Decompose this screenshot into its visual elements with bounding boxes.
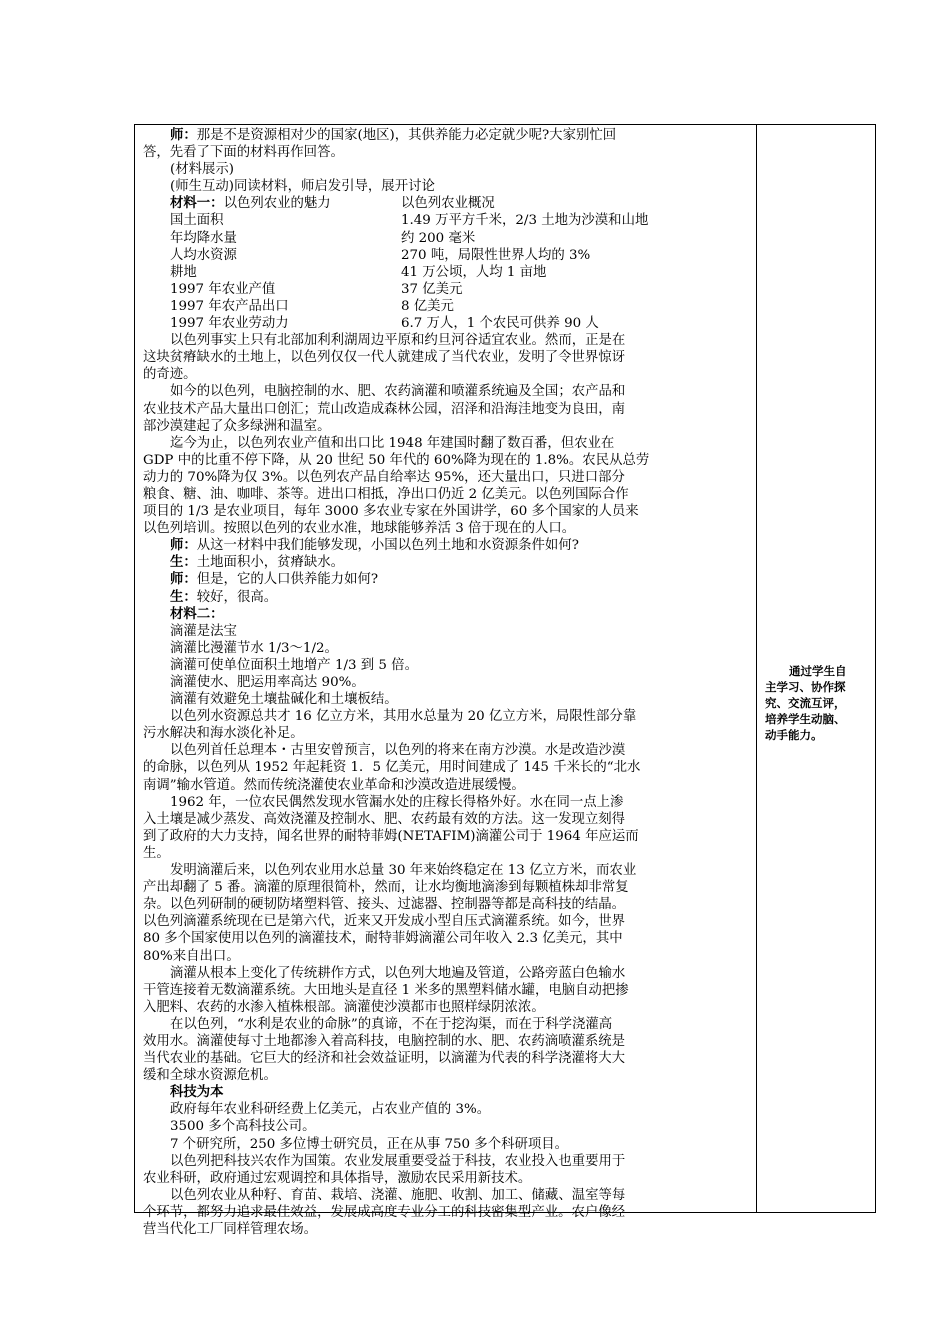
speaker-label: 生： xyxy=(170,588,197,605)
intent-line: 培养学生动脑、 xyxy=(765,712,846,726)
text-line: 以色列培训。按照以色列的农业水准，地球能够养活 3 倍于现在的人口。 xyxy=(143,521,576,537)
text-line: 以色列滴灌系统现在已是第六代，近来又开发成小型自压式滴灌系统。如今，世界 xyxy=(143,914,626,930)
text-line: 农业科研，政府通过宏观调控和具体指导，激励农民采用新技术。 xyxy=(143,1170,532,1186)
stat-row xyxy=(143,315,749,332)
stat-label: 人均水资源 xyxy=(170,247,237,263)
text-line: 以色列农业从种籽、育苗、栽培、浇灌、施肥、收割、加工、储藏、温室等每 xyxy=(170,1187,626,1203)
stat-label: 国土面积 xyxy=(170,213,224,229)
text-line: 的命脉，以色列从 1952 年起耗资 1．5 亿美元，用时间建成了 145 千米长的“北水 xyxy=(143,760,641,776)
dialog-text: 较好，很高。 xyxy=(196,589,278,605)
text-line: 农业技术产品大量出口创汇；荒山改造成森林公园，沼泽和沿海洼地变为良田，南 xyxy=(143,401,626,417)
text-line: 发明滴灌后来，以色列农业用水总量 30 年来始终稳定在 13 亿立方米，而农业 xyxy=(170,863,637,879)
text-line: 80 多个国家使用以色列的滴灌技术，耐特菲姆滴灌公司年收入 2.3 亿美元，其中 xyxy=(143,931,623,947)
text-line: 迄今为止，以色列农业产值和出口比 1948 年建国时翻了数百番，但农业在 xyxy=(170,435,615,451)
text-line: 滴灌从根本上变化了传统耕作方式，以色列大地遍及管道，公路旁蓝白色输水 xyxy=(170,965,626,981)
stat-value: 6.7 万人，1 个农民可供养 90 人 xyxy=(401,316,599,332)
text-line: 干管连接着无数滴灌系统。大田地头是直径 1 米多的黑塑料储水罐，电脑自动把掺 xyxy=(143,982,629,998)
text-line: 生。 xyxy=(143,845,170,861)
text-line: 入肥料、农药的水渗入植株根部。滴灌使沙漠都市也照样绿阴浓浓。 xyxy=(143,999,545,1015)
tech-point: 政府每年农业科研经费上亿美元，占农业产值的 3%。 xyxy=(170,1102,491,1118)
speaker-label: 师： xyxy=(170,537,197,554)
text-line: 南调”输水管道。然而传统浇灌使农业革命和沙漠改造进展缓慢。 xyxy=(143,777,525,793)
lesson-table xyxy=(134,124,876,1237)
stat-row xyxy=(143,230,749,247)
stat-row xyxy=(143,264,749,281)
intent-line: 动手能力。 xyxy=(765,728,823,742)
stat-value: 37 亿美元 xyxy=(401,281,463,297)
drip-point: 滴灌有效避免土壤盐碱化和土壤板结。 xyxy=(170,692,398,708)
drip-point: 滴灌是法宝 xyxy=(170,623,237,639)
stat-value: 270 吨，局限性世界人均的 3% xyxy=(401,247,591,263)
text-line: 以色列把科技兴农作为国策。农业发展重要受益于科技，农业投入也重要用于 xyxy=(170,1153,626,1169)
drip-point: 滴灌比漫灌节水 1/3～1/2。 xyxy=(170,640,338,656)
stat-label: 耕地 xyxy=(170,264,197,280)
text-line: 这块贫瘠缺水的土地上，以色列仅仅一代人就建成了当代农业，发明了令世界惊讶 xyxy=(143,350,626,366)
dialog-text: 但是，它的人口供养能力如何? xyxy=(196,572,379,588)
stat-row xyxy=(143,281,749,298)
teacher-label: 师： xyxy=(170,127,197,143)
stat-row xyxy=(143,298,749,315)
stat-row xyxy=(143,247,749,264)
text-line: (师生互动)同读材料，师启发引导，展开讨论 xyxy=(170,179,435,195)
intent-line: 通过学生自 xyxy=(789,664,847,678)
text-line: 部沙漠建起了众多绿洲和温室。 xyxy=(143,418,331,434)
stat-value: 41 万公顷，人均 1 亩地 xyxy=(401,264,547,280)
text-line: 1962 年，一位农民偶然发现水管漏水处的庄稼长得格外好。水在同一点上渗 xyxy=(170,794,624,810)
stat-label: 1997 年农产品出口 xyxy=(170,298,289,314)
stat-value: 约 200 毫米 xyxy=(401,230,476,246)
text-line: GDP 中的比重不停下降，从 20 世纪 50 年代的 60%降为现在的 1.8%。农民从总劳 xyxy=(143,452,650,468)
text-line: 缓和全球水资源危机。 xyxy=(143,1068,277,1084)
text-line: 效用水。滴灌使每寸土地都渗入着高科技，电脑控制的水、肥、农药滴喷灌系统是 xyxy=(143,1033,626,1049)
dialog-text: 土地面积小，贫瘠缺水。 xyxy=(196,555,345,571)
text-line: 项目的 1/3 是农业项目，每年 3000 多农业专家在外国讲学，60 多个国家的人员来 xyxy=(143,504,639,520)
text-line: 以色列水资源总共才 16 亿立方米，其用水总量为 20 亿立方米，局限性部分靠 xyxy=(170,709,637,725)
lesson-content-cell xyxy=(143,127,749,1238)
text-line: 以色列事实上只有北部加利利湖周边平原和约旦河谷适宜农业。然而，正是在 xyxy=(170,333,626,349)
stat-label: 1997 年农业劳动力 xyxy=(170,316,289,332)
text-line: 个环节，都努力追求最佳效益，发展成高度专业分工的科技密集型产业。农户像经 xyxy=(143,1204,626,1220)
stat-value: 8 亿美元 xyxy=(401,298,454,314)
drip-point: 滴灌使水、肥运用率高达 90%。 xyxy=(170,675,365,690)
intent-line: 主学习、协作探 xyxy=(765,680,846,694)
design-intent-cell xyxy=(765,663,873,743)
column-divider xyxy=(756,125,757,1212)
tech-point: 3500 多个高科技公司。 xyxy=(170,1119,316,1135)
material-two-heading: 材料二： xyxy=(170,605,224,622)
text-line: 杂。以色列研制的硬韧防堵塑料管、接头、过滤器、控制器等都是高科技的结晶。 xyxy=(143,897,626,913)
tech-heading: 科技为本 xyxy=(170,1084,224,1101)
overview-heading: 以色列农业概况 xyxy=(401,196,495,212)
dialog-text: 从这一材料中我们能够发现，小国以色列土地和水资源条件如何? xyxy=(196,538,579,554)
text-line: 以色列首任总理本・古里安曾预言，以色列的将来在南方沙漠。水是改造沙漠 xyxy=(170,743,626,759)
text-line: 营当代化工厂同样管理农场。 xyxy=(143,1222,318,1237)
material-one-title: 以色列农业的魅力 xyxy=(223,196,331,212)
speaker-label: 师： xyxy=(170,571,197,588)
text-line: 答，先看了下面的材料再作回答。 xyxy=(143,145,344,161)
material-one-heading: 材料一： xyxy=(170,195,224,212)
text-line: 动力的 70%降为仅 3%。以色列农产品自给率达 95%，还大量出口，只进口部分 xyxy=(143,469,625,485)
drip-point: 滴灌可使单位面积土地增产 1/3 到 5 倍。 xyxy=(170,657,418,673)
text-line: 到了政府的大力支持，闻名世界的耐特菲姆(NETAFIM)滴灌公司于 1964 年应运而 xyxy=(143,828,639,844)
text-line: 粮食、糖、油、咖啡、茶等。进出口相抵，净出口仍近 2 亿美元。以色列国际合作 xyxy=(143,486,629,502)
stat-label: 年均降水量 xyxy=(170,230,237,246)
text-line: 那是不是资源相对少的国家(地区)，其供养能力必定就少呢?大家别忙回 xyxy=(196,128,617,143)
intent-line: 究、交流互评， xyxy=(765,696,846,710)
text-line: 污水解决和海水淡化补足。 xyxy=(143,726,304,742)
stat-value: 1.49 万平方千米，2/3 土地为沙漠和山地 xyxy=(401,213,649,229)
tech-point: 7 个研究所，250 多位博士研究员，正在从事 750 多个科研项目。 xyxy=(170,1136,569,1152)
text-line: 在以色列，“水利是农业的命脉”的真谛，不在于挖沟渠，而在于科学浇灌高 xyxy=(170,1016,613,1032)
stat-row xyxy=(143,212,749,229)
text-line: 的奇迹。 xyxy=(143,367,197,383)
text-line: 当代农业的基础。它巨大的经济和社会效益证明，以滴灌为代表的科学浇灌将大大 xyxy=(143,1051,626,1067)
text-line: (材料展示) xyxy=(170,162,235,178)
stat-label: 1997 年农业产值 xyxy=(170,281,276,297)
text-line: 入土壤是减少蒸发、高效浇灌及控制水、肥、农药最有效的方法。这一发现立刻得 xyxy=(143,811,626,827)
text-line: 如今的以色列，电脑控制的水、肥、农药滴灌和喷灌系统遍及全国；农产品和 xyxy=(170,384,626,400)
text-line: 产出却翻了 5 番。滴灌的原理很简朴，然而，让水均衡地滴渗到每颗植株却非常复 xyxy=(143,880,629,896)
speaker-label: 生： xyxy=(170,554,197,571)
text-line: 80%来自出口。 xyxy=(143,948,240,964)
